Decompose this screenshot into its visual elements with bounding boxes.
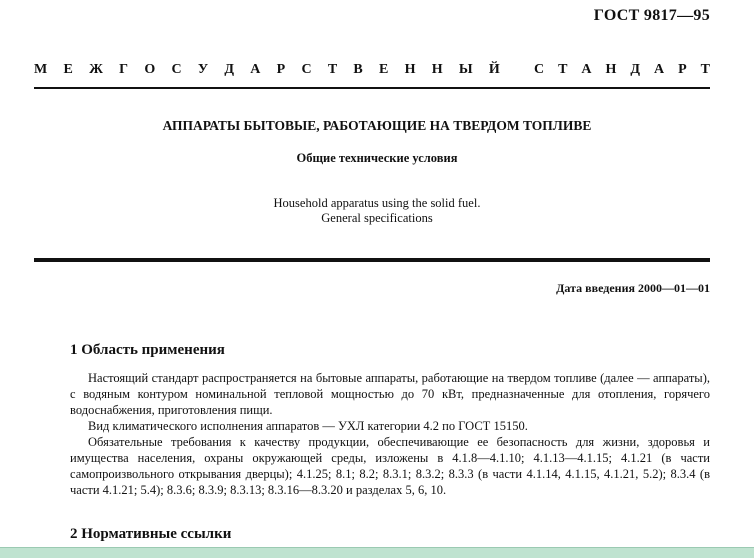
bottom-band — [0, 547, 754, 558]
english-title — [0, 196, 754, 226]
document-title: АППАРАТЫ БЫТОВЫЕ, РАБОТАЮЩИЕ НА ТВЕРДОМ ТОПЛИВЕ — [162, 118, 592, 133]
document-code: ГОСТ 9817—95 — [593, 7, 710, 24]
paragraph: Вид климатического исполнения аппаратов — УХЛ категории 4.2 по ГОСТ 15150. — [88, 419, 528, 433]
standard-type-word2: С Т А Н Д А Р Т — [534, 62, 710, 77]
document-subtitle: Общие технические условия — [296, 151, 458, 165]
section-heading-scope: 1 Область применения — [70, 342, 225, 358]
bottom-rule — [34, 258, 710, 262]
standard-type-word1: М Е Ж Г О С У Д А Р С Т В Е Н Н Ы Й — [34, 62, 500, 77]
paragraph: Обязательные требования к качеству продукции, обеспечивающие ее безопасность для жизни, здоровья и имущества населения, охраны окружающей среды, изложены в 4.1.8—4.1.10; 4.1.13—4.1.15; 4.1.21 (в части самопроизвольного открывания дверцы); 4.1.25; 8.1; 8.2; 8.3.1; 8.3.2; 8.3.3 (в части 4.1.14, 4.1.15, 4.1.21, 5.2); 8.3.4 (в части 4.1.21; 5.4); 8.3.6; 8.3.9; 8.3.13; 8.3.16—8.3.20 и разделах 5, 6, 10. — [70, 435, 710, 497]
english-title-line1: Household apparatus using the solid fuel. — [273, 196, 481, 210]
section-heading-normative-references: 2 Нормативные ссылки — [70, 526, 232, 542]
section-body-scope — [70, 370, 710, 498]
top-rule — [34, 87, 710, 89]
standard-type-heading — [34, 62, 710, 78]
english-title-line2: General specifications — [321, 211, 433, 225]
paragraph: Настоящий стандарт распространяется на бытовые аппараты, работающие на твердом топливе (далее — аппараты), с водяным контуром номинальной тепловой мощностью до 70 кВт, предназначенные для отопления, горячего водоснабжения, приготовления пищи. — [70, 371, 710, 417]
introduction-date: Дата введения 2000—01—01 — [556, 281, 710, 295]
